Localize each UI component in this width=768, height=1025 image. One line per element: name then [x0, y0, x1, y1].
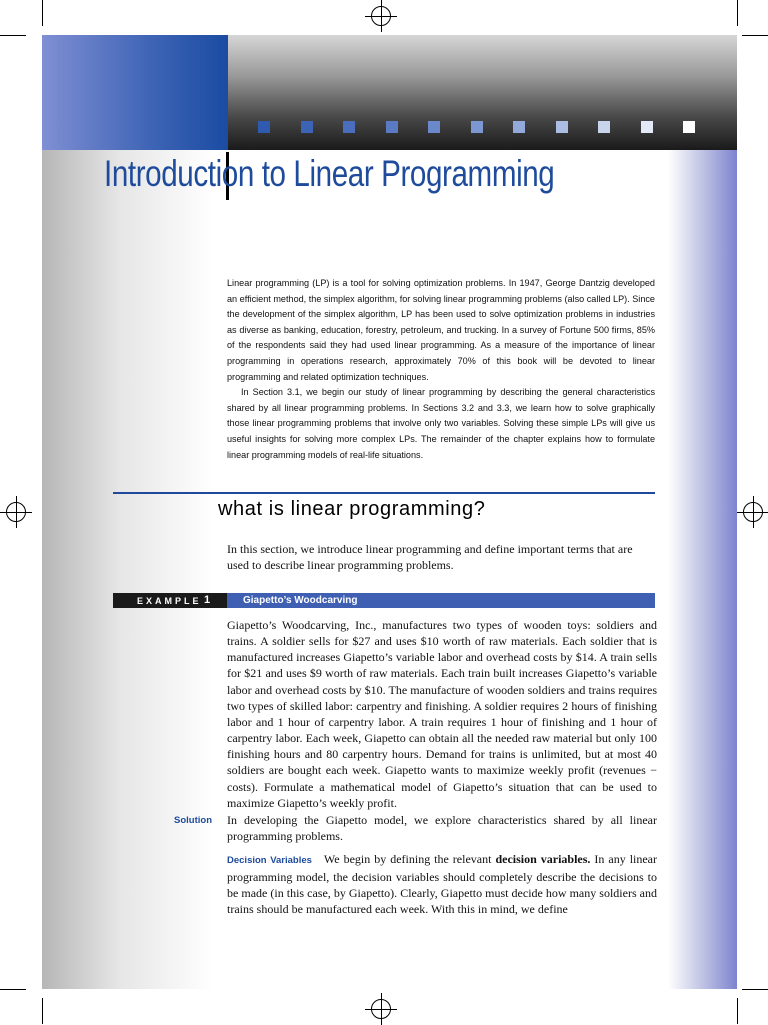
header-square [258, 121, 270, 133]
registration-mark-bottom [371, 999, 391, 1019]
header-square [386, 121, 398, 133]
header-square [556, 121, 568, 133]
example-title: Giapetto’s Woodcarving [243, 595, 358, 606]
header-square [343, 121, 355, 133]
intro-paragraph: In Section 3.1, we begin our study of linear programming by describing the general characteristics shared by all linear programming problems. In Sections 3.2 and 3.3, we learn how to solve graphically those linear programming problems that involve only two variables. Solving these simple LPs will give us useful insights for solving more complex LPs. The remainder of the chapter explains how to formulate linear programming models of real-life situations. [227, 387, 655, 460]
header-square [471, 121, 483, 133]
header-square [683, 121, 695, 133]
chapter-title: Introduction to Linear Programming [104, 153, 555, 194]
solution-text: In developing the Giapetto model, we explore characteristics shared by all linear programming problems. [227, 813, 657, 844]
crop-mark-bottom-right-h [742, 989, 768, 990]
header-blue-block [42, 35, 228, 150]
section-heading: what is linear programming? [218, 498, 486, 520]
example-text: Giapetto’s Woodcarving, Inc., manufactures two types of wooden toys: soldiers and trains. A soldier sells for $27 and uses $10 worth of raw materials. Each soldier that is manufactured increases Giapetto’s variable labor and overhead costs by $14. A train sells for $21 and uses $9 worth of raw materials. Each train built increases Giapetto’s variable labor and overhead costs by $10. The manufacture of wooden soldiers and trains requires two types of skilled labor: carpentry and finishing. A soldier requires 2 hours of finishing labor and 1 hour of carpentry labor. A train requires 1 hour of finishing and 1 hour of carpentry labor. Each week, Giapetto can obtain all the needed raw material but only 100 finishing hours and 80 carpentry hours. Demand for trains is unlimited, but at most 40 soldiers are bought each week. Giapetto wants to maximize weekly profit (revenues − costs). Formulate a mathematical model of Giapetto’s situation that can be used to maximize Giapetto’s weekly profit. [227, 618, 657, 810]
header-square [513, 121, 525, 133]
header-square [301, 121, 313, 133]
registration-mark-top [371, 6, 391, 26]
crop-mark-top-left-v [42, 0, 43, 26]
registration-mark-right [743, 502, 763, 522]
crop-mark-bottom-right-v [737, 998, 738, 1024]
example-label: EXAMPLE [137, 596, 202, 606]
right-margin-band [668, 150, 737, 989]
chapter-intro [227, 276, 655, 463]
registration-mark-left [6, 502, 26, 522]
example-number: 1 [204, 594, 211, 606]
crop-mark-top-right-h [742, 35, 768, 36]
decision-variables-paragraph [227, 851, 657, 917]
decision-variables-text: We begin by defining the relevant [323, 852, 492, 866]
section-rule [113, 492, 655, 494]
crop-mark-top-left-h [0, 35, 26, 36]
decision-variables-label: Decision Variables [227, 855, 312, 866]
decision-variables-text: In any linear programming model, the decision variables should completely describe the decisions to be made (in this case, by Giapetto). Clearly, Giapetto must decide how many soldiers and trains should be manufactured each week. With this in mind, we define [227, 852, 658, 917]
solution-label: Solution [174, 815, 212, 826]
intro-paragraph: Linear programming (LP) is a tool for solving optimization problems. In 1947, George Dantzig developed an efficient method, the simplex algorithm, for solving linear programming problems (also called LP). Since the development of the simplex algorithm, LP has been used to solve optimization problems in industries as diverse as banking, education, forestry, petroleum, and trucking. In a survey of Fortune 500 firms, 85% of the respondents said they had used linear programming. As a measure of the importance of linear programming in operations research, approximately 70% of this book will be devoted to linear programming and related optimization techniques. [227, 278, 655, 382]
crop-mark-bottom-left-h [0, 989, 26, 990]
header-square [428, 121, 440, 133]
crop-mark-top-right-v [737, 0, 738, 26]
header-square [641, 121, 653, 133]
crop-mark-bottom-left-v [42, 998, 43, 1024]
left-margin-gradient [42, 150, 214, 989]
decision-variables-term: decision variables. [495, 852, 591, 866]
header-square [598, 121, 610, 133]
section-intro-text: In this section, we introduce linear programming and define important terms that are used to describe linear programming problems. [227, 542, 633, 573]
